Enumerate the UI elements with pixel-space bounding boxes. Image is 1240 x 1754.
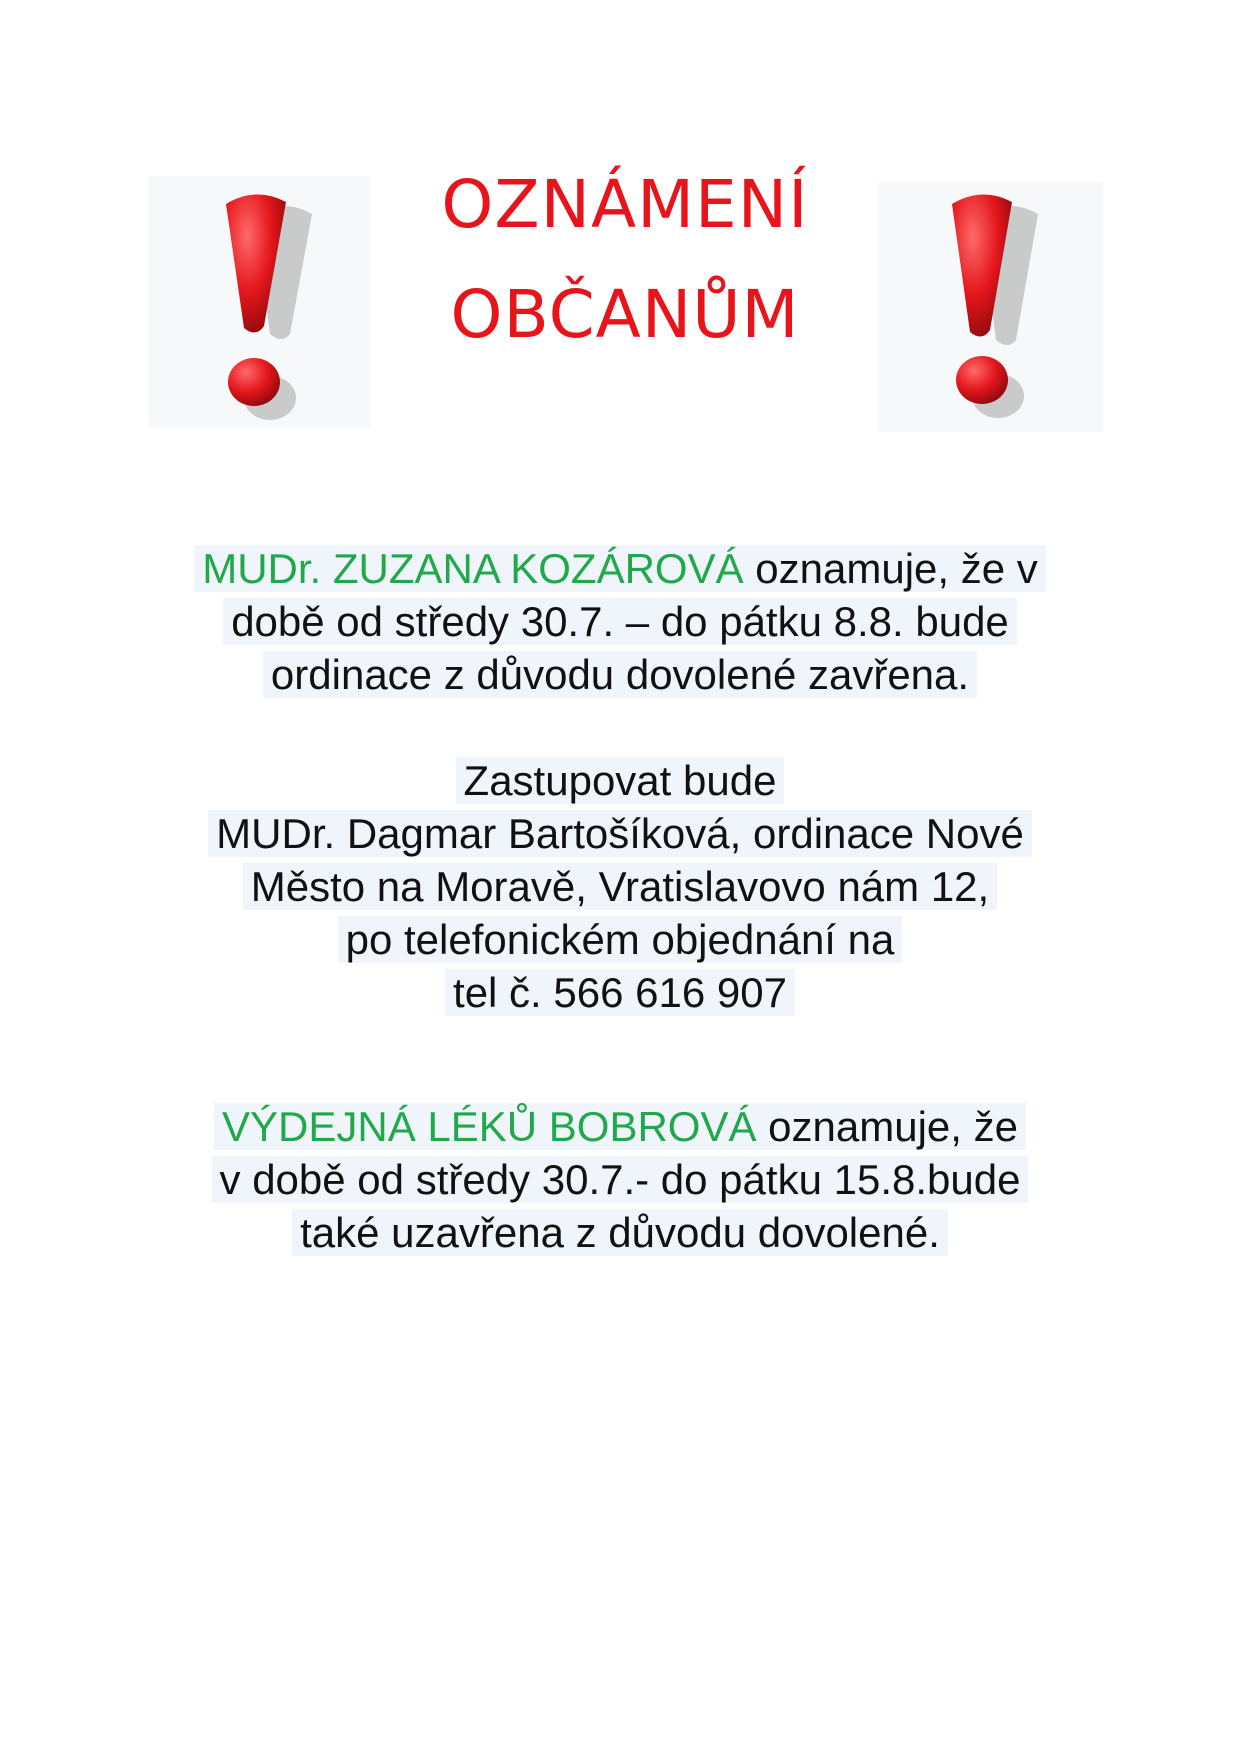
exclamation-icon bbox=[148, 176, 370, 428]
substitute-line1 bbox=[0, 756, 1240, 806]
notice1-line1 bbox=[0, 544, 1240, 594]
notice2-line3 bbox=[0, 1208, 1240, 1258]
page-title: OZNÁMENÍ bbox=[441, 166, 809, 243]
notice2-line2-text: v době od středy 30.7.- do pátku 15.8.bude bbox=[212, 1156, 1029, 1203]
notice2-line1 bbox=[0, 1102, 1240, 1152]
page-subtitle: OBČANŮM bbox=[450, 276, 800, 353]
substitute-phone bbox=[0, 968, 1240, 1018]
exclamation-icon bbox=[878, 182, 1103, 432]
substitute-line4-text: po telefonickém objednání na bbox=[338, 916, 903, 963]
substitute-line1-text: Zastupovat bude bbox=[456, 757, 785, 804]
notice1-line3 bbox=[0, 650, 1240, 700]
notice2-pharmacy-name: VÝDEJNÁ LÉKŮ BOBROVÁ bbox=[222, 1103, 757, 1150]
substitute-line3 bbox=[0, 862, 1240, 912]
notice1-line2-text: době od středy 30.7. – do pátku 8.8. bude bbox=[223, 598, 1017, 645]
substitute-line3-text: Město na Moravě, Vratislavovo nám 12, bbox=[243, 863, 997, 910]
notice1-line1-text: oznamuje, že v bbox=[743, 545, 1038, 592]
substitute-line2-text: MUDr. Dagmar Bartošíková, ordinace Nové bbox=[208, 810, 1032, 857]
notice1-line3-text: ordinace z důvodu dovolené zavřena. bbox=[263, 651, 977, 698]
notice2-line2 bbox=[0, 1155, 1240, 1205]
notice1-doctor-name: MUDr. ZUZANA KOZÁROVÁ bbox=[202, 545, 744, 592]
notice2-line3-text: také uzavřena z důvodu dovolené. bbox=[292, 1209, 948, 1256]
notice2-line1-text: oznamuje, že bbox=[756, 1103, 1018, 1150]
notice1-line2 bbox=[0, 597, 1240, 647]
substitute-line4 bbox=[0, 915, 1240, 965]
substitute-line2 bbox=[0, 809, 1240, 859]
substitute-phone-text: tel č. 566 616 907 bbox=[445, 969, 795, 1016]
